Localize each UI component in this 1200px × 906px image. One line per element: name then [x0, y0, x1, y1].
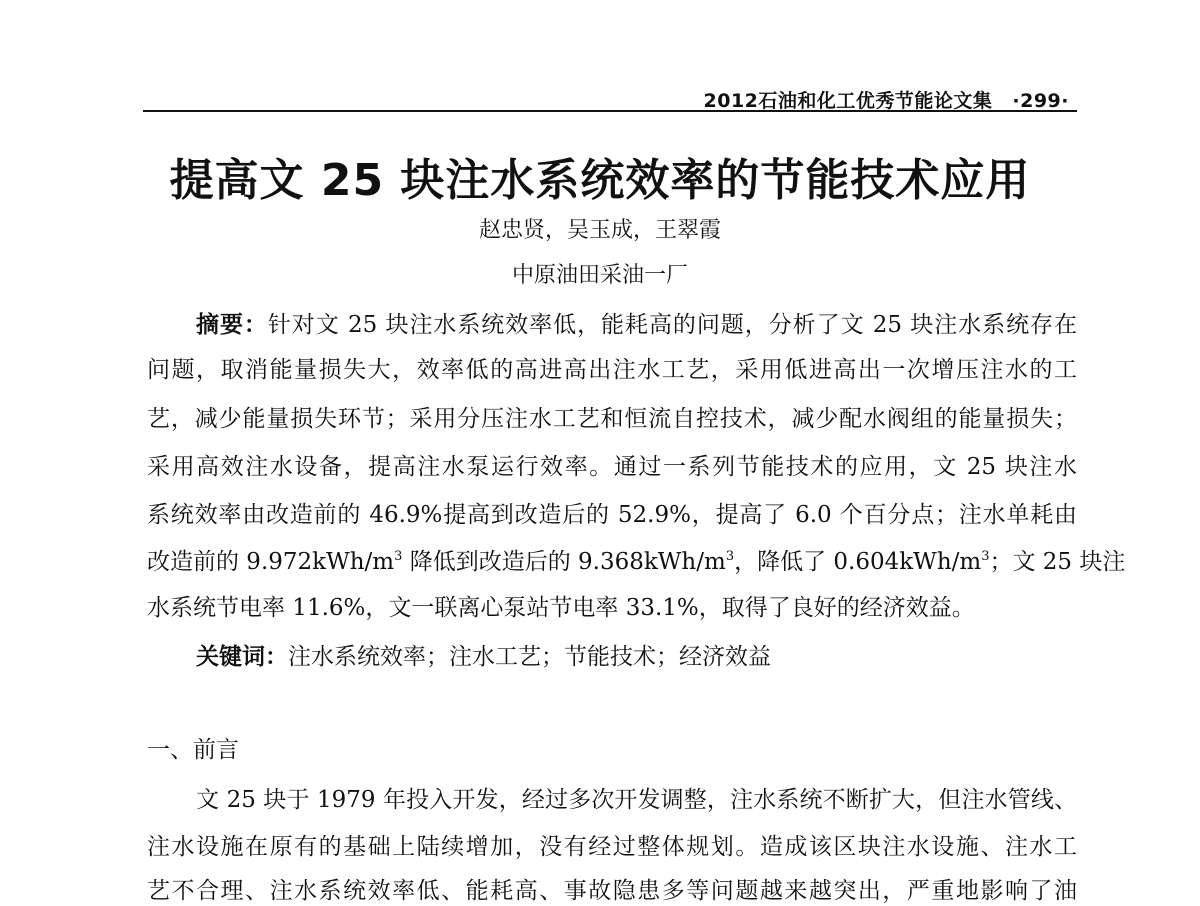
- author-list: 赵忠贤，吴玉成，王翠霞: [478, 218, 721, 243]
- abstract-line: 改造前的 $9.972kWh/m^3$ 降低到改造后的 $9.368kWh/m^3$，降低了 $0.604kWh/m^3$；文 25 块注: [147, 549, 1126, 575]
- keywords-label: 关键词：: [196, 644, 288, 670]
- abstract-line: 摘要：针对文 25 块注水系统效率低，能耗高的问题，分析了文 25 块注水系统存在: [196, 312, 1078, 338]
- page-number: ·299·: [1012, 90, 1069, 112]
- body-line: 注水设施在原有的基础上陆续增加，没有经过整体规划。造成该区块注水设施、注水工: [147, 834, 1077, 860]
- running-header: [143, 82, 1077, 112]
- abstract-line: 艺，减少能量损失环节；采用分压注水工艺和恒流自控技术，减少配水阀组的能量损失；: [147, 406, 1077, 432]
- body-line: 艺不合理、注水系统效率低、能耗高、事故隐患多等问题越来越突出，严重地影响了油: [147, 878, 1077, 904]
- abstract-line: 采用高效注水设备，提高注水泵运行效率。通过一系列节能技术的应用，文 25 块注水: [147, 454, 1077, 480]
- keywords-text: 注水系统效率；注水工艺；节能技术；经济效益: [288, 644, 771, 670]
- abstract-line: 问题，取消能量损失大，效率低的高进高出注水工艺，采用低进高出一次增压注水的工: [147, 357, 1077, 383]
- keywords-line: [196, 642, 1077, 672]
- abstract-line: 水系统节电率 11.6%，文一联离心泵站节电率 33.1%，取得了良好的经济效益。: [147, 595, 975, 621]
- body-line: 文 25 块于 1979 年投入开发，经过多次开发调整，注水系统不断扩大，但注水管线、: [196, 787, 1077, 813]
- abstract-line: 系统效率由改造前的 46.9%提高到改造后的 52.9%，提高了 6.0 个百分点；注水单耗由: [147, 502, 1077, 528]
- running-title: 2012石油和化工优秀节能论文集: [703, 90, 993, 112]
- abstract-label: 摘要：: [196, 312, 268, 338]
- section-heading: 一、前言: [147, 737, 239, 763]
- running-head: [704, 86, 1070, 113]
- affiliation: 中原油田采油一厂: [511, 263, 688, 288]
- article-title: 提高文 25 块注水系统效率的节能技术应用: [169, 155, 1031, 206]
